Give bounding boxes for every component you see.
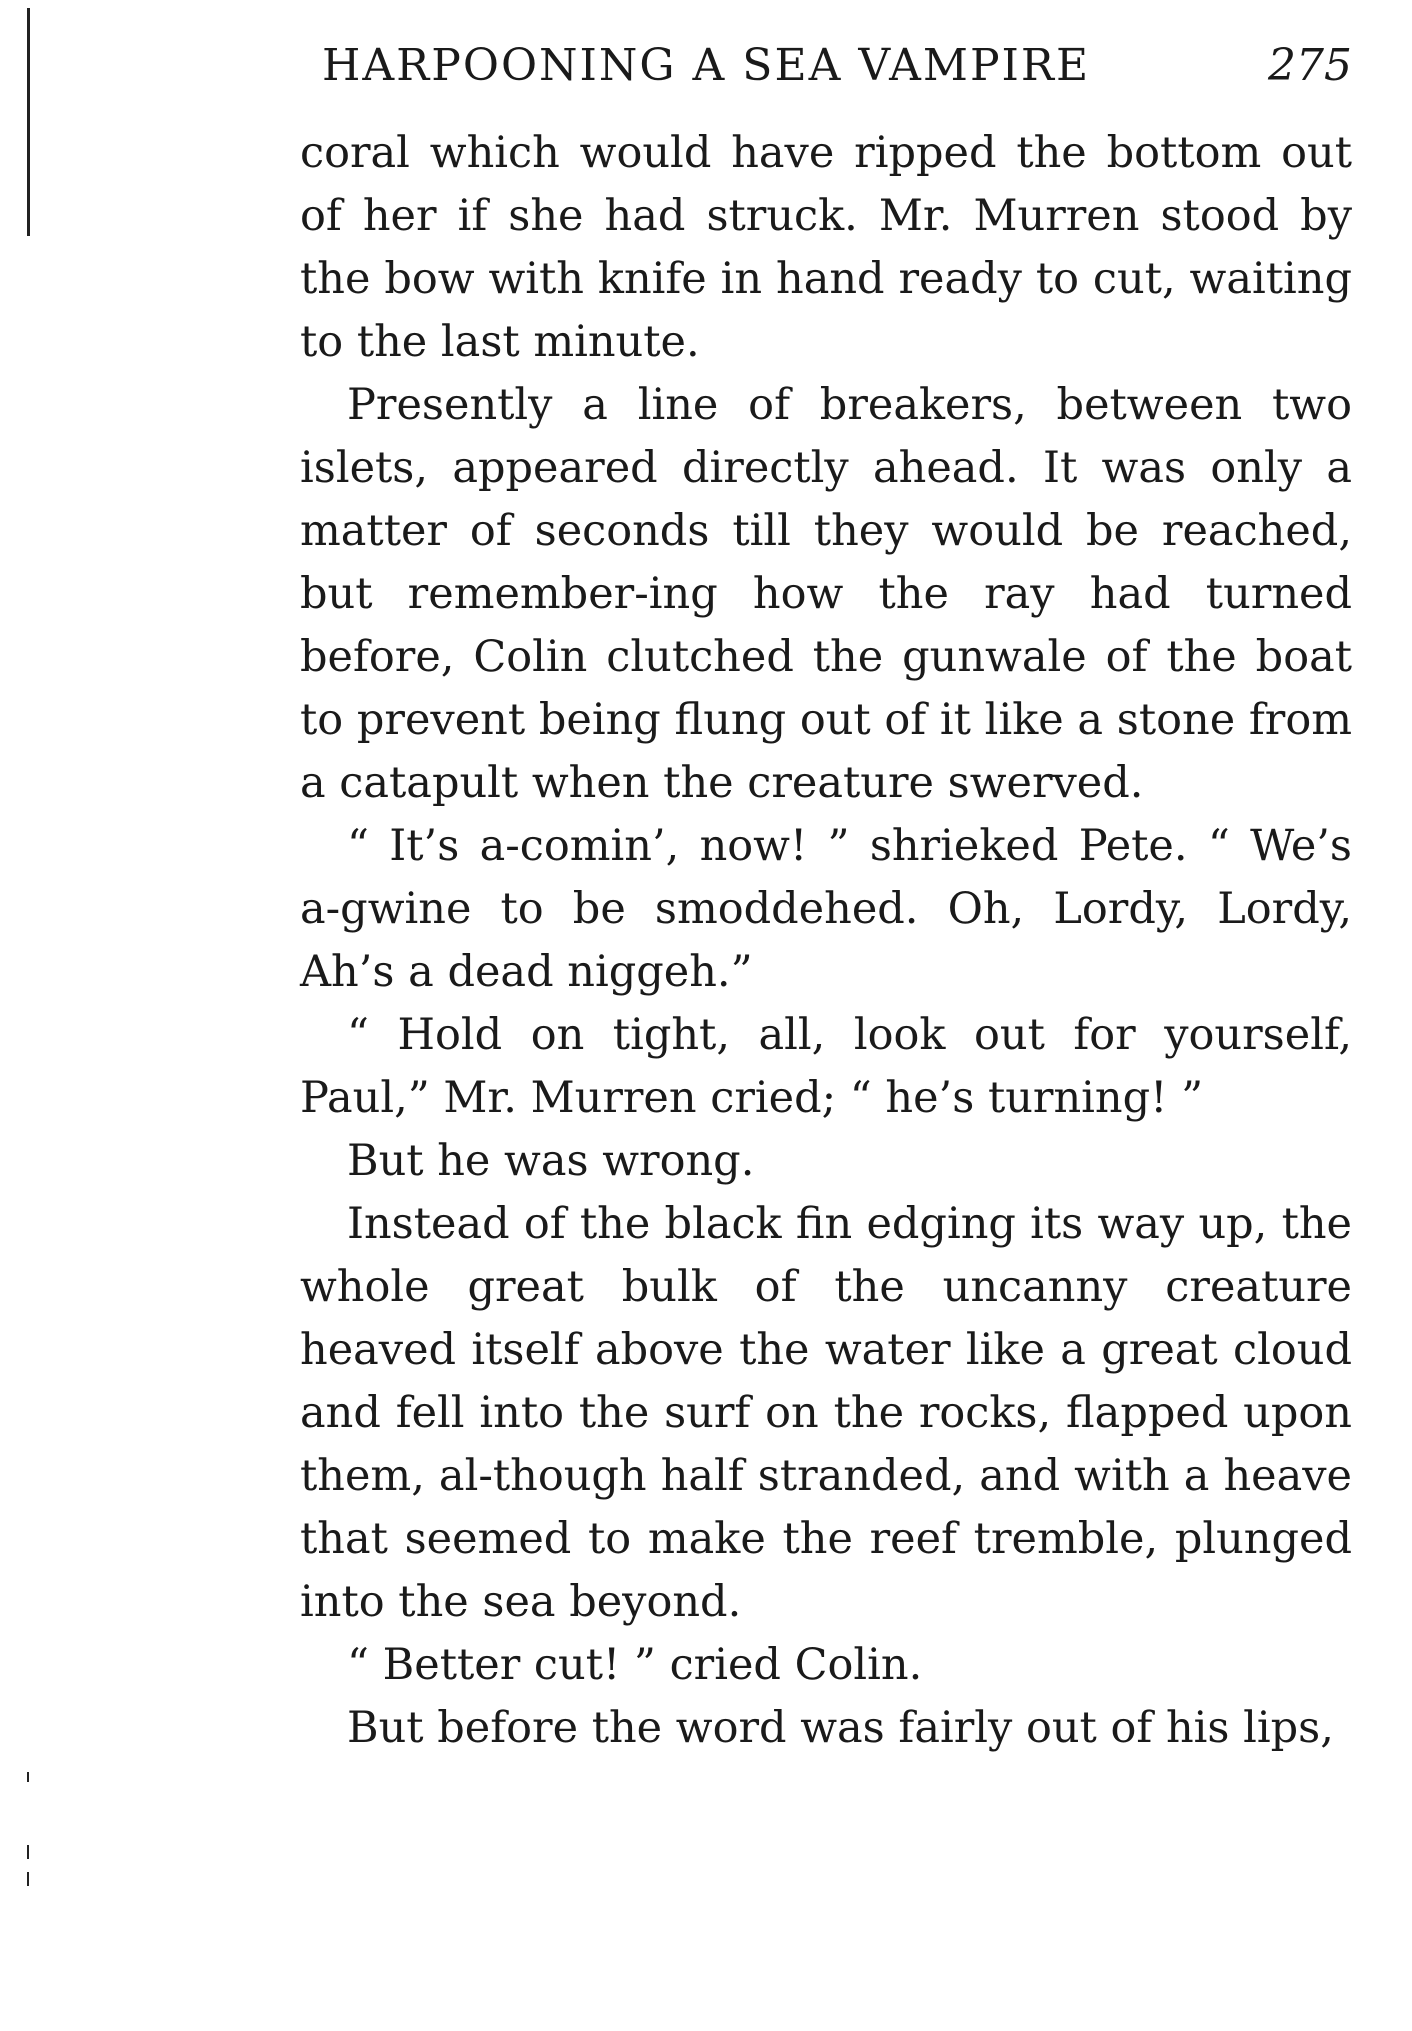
running-head [300, 38, 1352, 94]
paragraph: “ It’s a-comin’, now! ” shrieked Pete. “ We’s a-gwine to be smoddehed. Oh, Lordy, Lordy, Ah’s a dead niggeh.” [300, 821, 1352, 997]
gutter-tick [27, 1872, 29, 1886]
body-text [300, 122, 1352, 1760]
gutter-tick [27, 1845, 29, 1859]
gutter-rule [27, 8, 30, 236]
paragraph: But before the word was fairly out of his lips, [347, 1703, 1334, 1753]
paragraph: Instead of the black fin edging its way up, the whole great bulk of the uncanny creature heaved itself above the water like a great cloud and fell into the surf on the rocks, flapped upon them, al-though half stranded, and with a heave that seemed to make the reef tremble, plunged into the sea beyond. [300, 1199, 1352, 1627]
gutter-tick [27, 1772, 29, 1782]
paragraph: But he was wrong. [347, 1136, 755, 1186]
paragraph: Presently a line of breakers, between two islets, appeared directly ahead. It was only a matter of seconds till they would be reached, but remember-ing how the ray had turned before, Colin clutched the gunwale of the boat to prevent being flung out of it like a stone from a catapult when the creature swerved. [300, 380, 1352, 808]
paragraph: “ Hold on tight, all, look out for yourself, Paul,” Mr. Murren cried; “ he’s turning! ” [300, 1010, 1352, 1123]
paragraph: coral which would have ripped the bottom out of her if she had struck. Mr. Murren stood by the bow with knife in hand ready to cut, waiting to the last minute. [300, 128, 1352, 367]
running-title: HARPOONING A SEA VAMPIRE [322, 40, 1091, 91]
page-number: 275 [1268, 40, 1352, 91]
paragraph: “ Better cut! ” cried Colin. [347, 1640, 923, 1690]
